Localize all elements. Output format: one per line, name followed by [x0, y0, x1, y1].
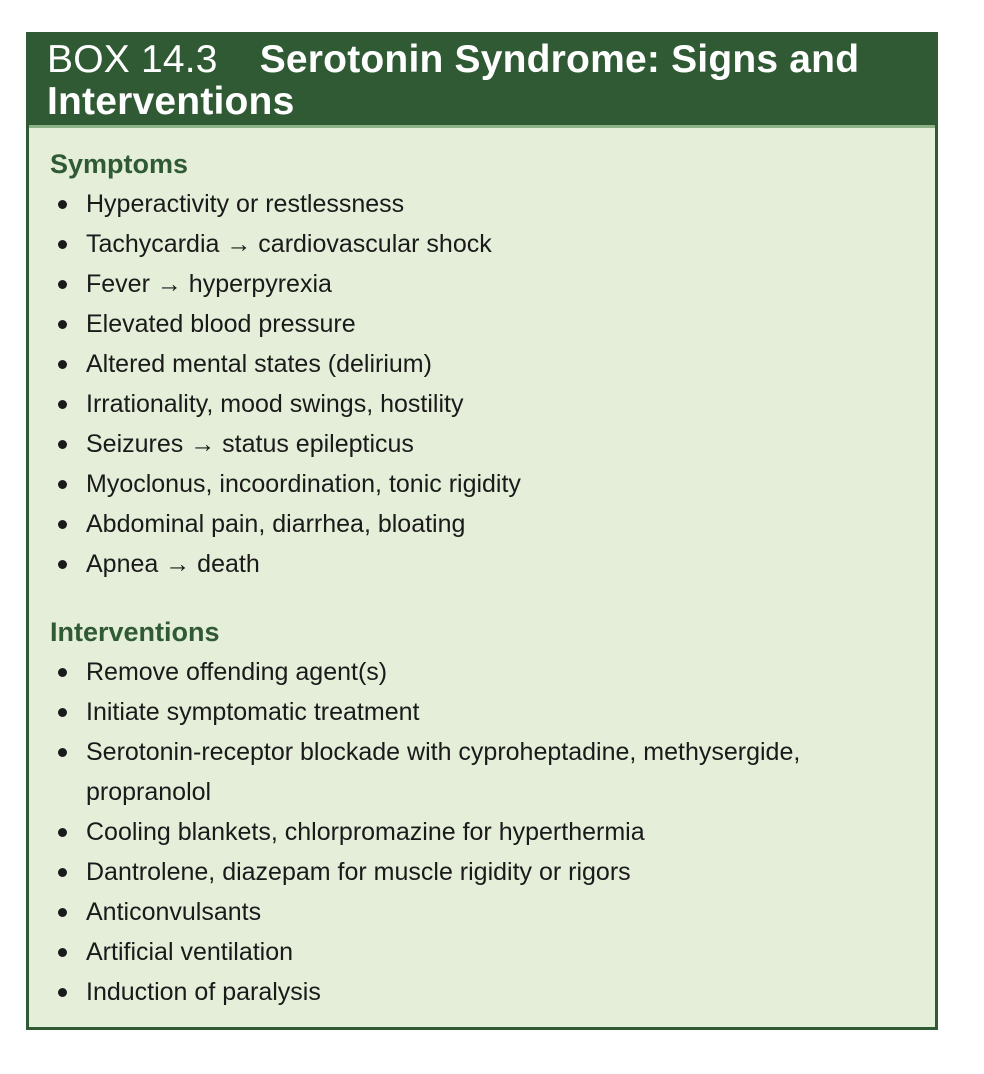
- list-item: Hyperactivity or restlessness: [50, 184, 886, 224]
- bullet-icon: [58, 400, 67, 409]
- bullet-icon: [58, 948, 67, 957]
- list-item: Serotonin-receptor blockade with cyproheptadine, methysergide, propranolol: [50, 732, 886, 812]
- bullet-icon: [58, 240, 67, 249]
- list-item: Anticonvulsants: [50, 892, 886, 932]
- box-label: BOX 14.3: [47, 38, 218, 81]
- bullet-icon: [58, 988, 67, 997]
- bullet-icon: [58, 868, 67, 877]
- list-item: Initiate symptomatic treatment: [50, 692, 886, 732]
- bullet-icon: [58, 440, 67, 449]
- list-item: Tachycardia → cardiovascular shock: [50, 224, 886, 264]
- bullet-icon: [58, 668, 67, 677]
- list-item: Myoclonus, incoordination, tonic rigidity: [50, 464, 886, 504]
- box-content: [29, 128, 935, 1012]
- bullet-icon: [58, 280, 67, 289]
- list-item: Induction of paralysis: [50, 972, 886, 1012]
- interventions-section: [50, 616, 935, 1012]
- list-item: Altered mental states (delirium): [50, 344, 886, 384]
- list-item: Seizures → status epilepticus: [50, 424, 886, 464]
- list-item: Remove offending agent(s): [50, 652, 886, 692]
- box-heading: Serotonin Syndrome: Signs and Interventions: [47, 38, 860, 123]
- bullet-icon: [58, 560, 67, 569]
- bullet-icon: [58, 708, 67, 717]
- bullet-icon: [58, 748, 67, 757]
- box-title: [47, 39, 935, 123]
- section-gap: [50, 584, 935, 616]
- list-item: Elevated blood pressure: [50, 304, 886, 344]
- symptoms-section: [50, 148, 935, 584]
- interventions-list: [50, 652, 935, 1012]
- list-item: Abdominal pain, diarrhea, bloating: [50, 504, 886, 544]
- list-item: Artificial ventilation: [50, 932, 886, 972]
- list-item: Dantrolene, diazepam for muscle rigidity or rigors: [50, 852, 886, 892]
- section-heading-interventions: Interventions: [50, 617, 220, 647]
- bullet-icon: [58, 908, 67, 917]
- bullet-icon: [58, 828, 67, 837]
- list-item: Cooling blankets, chlorpromazine for hyperthermia: [50, 812, 886, 852]
- box-header: [29, 35, 935, 128]
- bullet-icon: [58, 480, 67, 489]
- list-item: Fever → hyperpyrexia: [50, 264, 886, 304]
- info-box: [26, 32, 938, 1030]
- list-item: Apnea → death: [50, 544, 886, 584]
- section-heading-symptoms: Symptoms: [50, 149, 189, 179]
- bullet-icon: [58, 320, 67, 329]
- bullet-icon: [58, 200, 67, 209]
- symptoms-list: [50, 184, 935, 584]
- list-item: Irrationality, mood swings, hostility: [50, 384, 886, 424]
- bullet-icon: [58, 520, 67, 529]
- bullet-icon: [58, 360, 67, 369]
